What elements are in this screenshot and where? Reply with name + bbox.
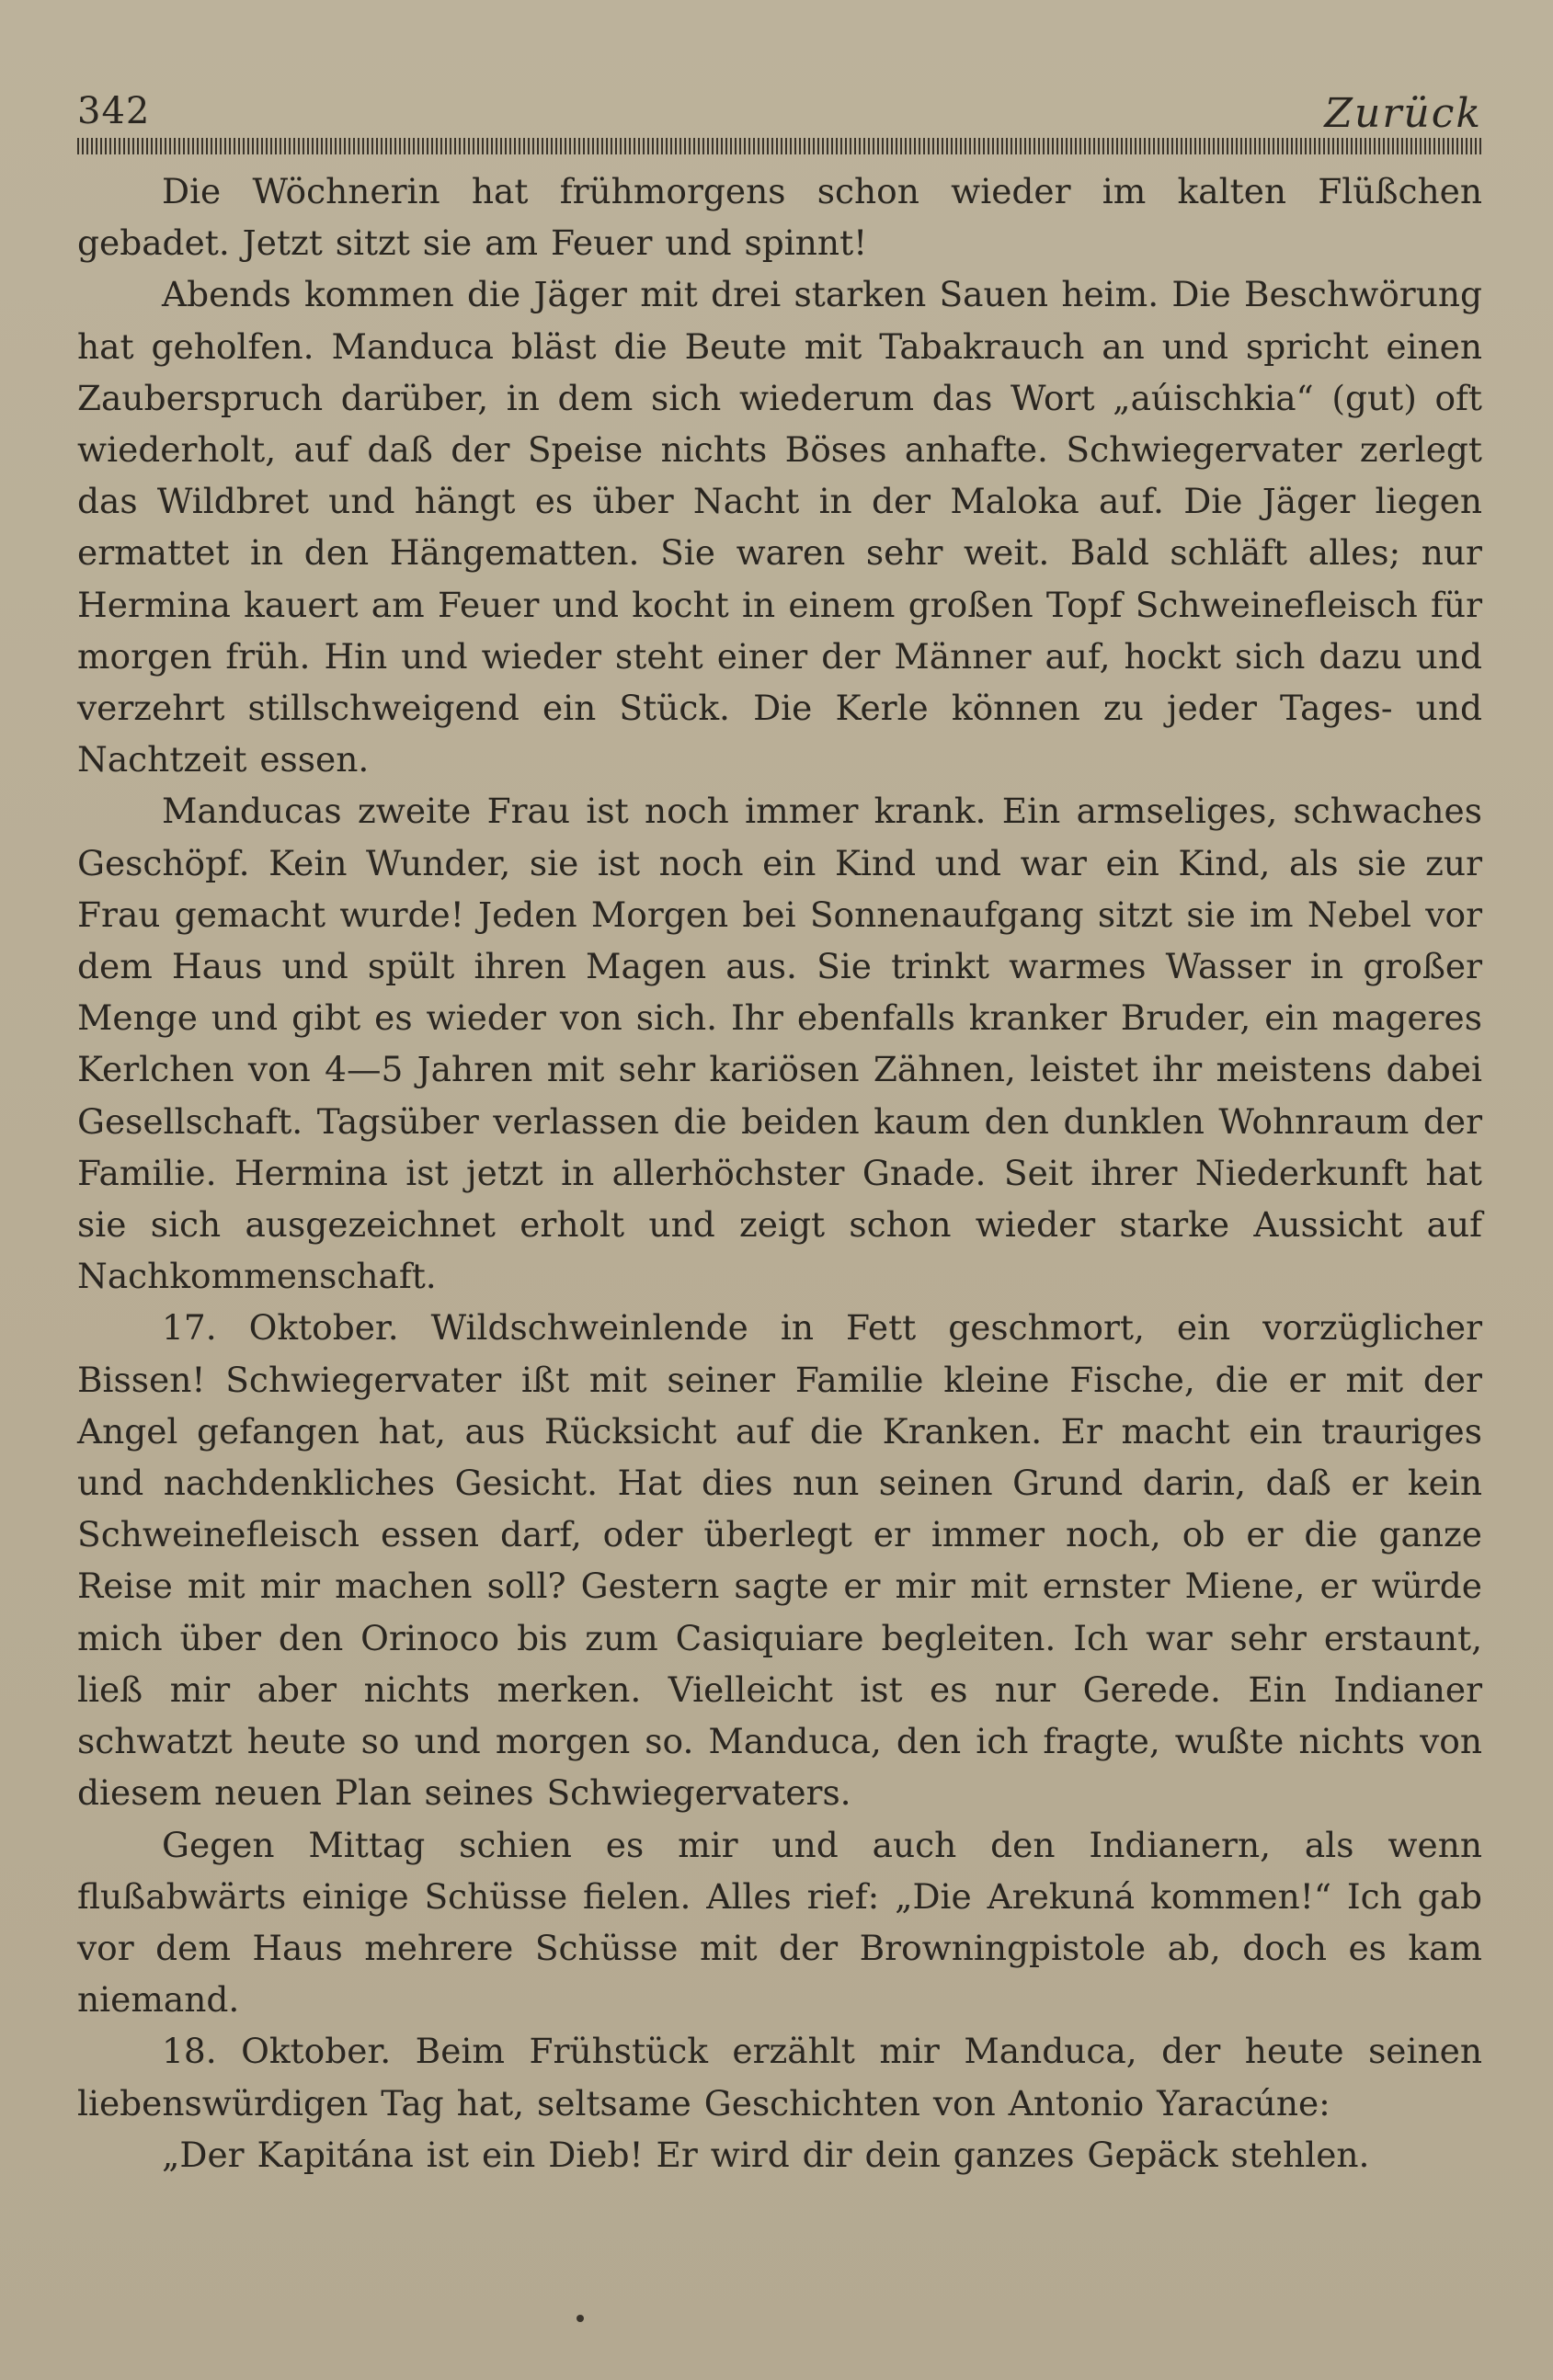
paragraph: „Der Kapitána ist ein Dieb! Er wird dir dein ganzes Gepäck stehlen. [162, 2134, 1370, 2175]
body-text [77, 165, 1482, 2181]
speck-mark [577, 2315, 584, 2322]
running-head: Zurück [1324, 90, 1482, 137]
paragraph: Gegen Mittag schien es mir und auch den Indianern, als wenn flußabwärts einige Schüsse fielen. Alles rief: „Die Arekuná kommen!“ Ich gab vor dem Haus mehrere Schüsse mit der Browningpistole ab, doch es kam niemand. [77, 1824, 1482, 2021]
paragraph: Die Wöchnerin hat frühmorgens schon wieder im kalten Flüßchen gebadet. Jetzt sitzt sie am Feuer und spinnt! [77, 171, 1482, 264]
page-number: 342 [77, 90, 151, 132]
header-rule [77, 138, 1482, 154]
paragraph: 18. Oktober. Beim Frühstück erzählt mir Manduca, der heute seinen liebenswürdigen Tag hat, seltsame Geschichten von Antonio Yaracúne: [77, 2031, 1482, 2124]
paragraph: Manducas zweite Frau ist noch immer krank. Ein armseliges, schwaches Geschöpf. Kein Wunder, sie ist noch ein Kind und war ein Kind, als sie zur Frau gemacht wurde! Jeden Morgen bei Sonnenaufgang sitzt sie im Nebel vor dem Haus und spült ihren Magen aus. Sie trinkt warmes Wasser in großer Menge und gibt es wieder von sich. Ihr ebenfalls kranker Bruder, ein mageres Kerlchen von 4—5 Jahren mit sehr kariösen Zähnen, leistet ihr meistens dabei Gesellschaft. Tagsüber verlassen die beiden kaum den dunklen Wohnraum der Familie. Hermina ist jetzt in allerhöchster Gnade. Seit ihrer Niederkunft hat sie sich ausgezeichnet erholt und zeigt schon wieder starke Aussicht auf Nachkommenschaft. [77, 791, 1482, 1297]
page-header [77, 90, 1482, 136]
paragraph: Abends kommen die Jäger mit drei starken Sauen heim. Die Beschwörung hat geholfen. Manduca bläst die Beute mit Tabakrauch an und spricht einen Zauberspruch darüber, in dem sich wiederum das Wort „aúischkia“ (gut) oft wiederholt, auf daß der Speise nichts Böses anhafte. Schwiegervater zerlegt das Wildbret und hängt es über Nacht in der Maloka auf. Die Jäger liegen ermattet in den Hängematten. Sie waren sehr weit. Bald schläft alles; nur Hermina kauert am Feuer und kocht in einem großen Topf Schweinefleisch für morgen früh. Hin und wieder steht einer der Männer auf, hockt sich dazu und verzehrt stillschweigend ein Stück. Die Kerle können zu jeder Tages- und Nachtzeit essen. [77, 274, 1482, 780]
paragraph: 17. Oktober. Wildschweinlende in Fett geschmort, ein vorzüglicher Bissen! Schwiegervater ißt mit seiner Familie kleine Fische, die er mit der Angel gefangen hat, aus Rücksicht auf die Kranken. Er macht ein trauriges und nachdenkliches Gesicht. Hat dies nun seinen Grund darin, daß er kein Schweinefleisch essen darf, oder überlegt er immer noch, ob er die ganze Reise mit mir machen soll? Gestern sagte er mir mit ernster Miene, er würde mich über den Orinoco bis zum Casiquiare begleiten. Ich war sehr erstaunt, ließ mir aber nichts merken. Vielleicht ist es nur Gerede. Ein Indianer schwatzt heute so und morgen so. Manduca, den ich fragte, wußte nichts von diesem neuen Plan seines Schwiegervaters. [77, 1307, 1482, 1814]
